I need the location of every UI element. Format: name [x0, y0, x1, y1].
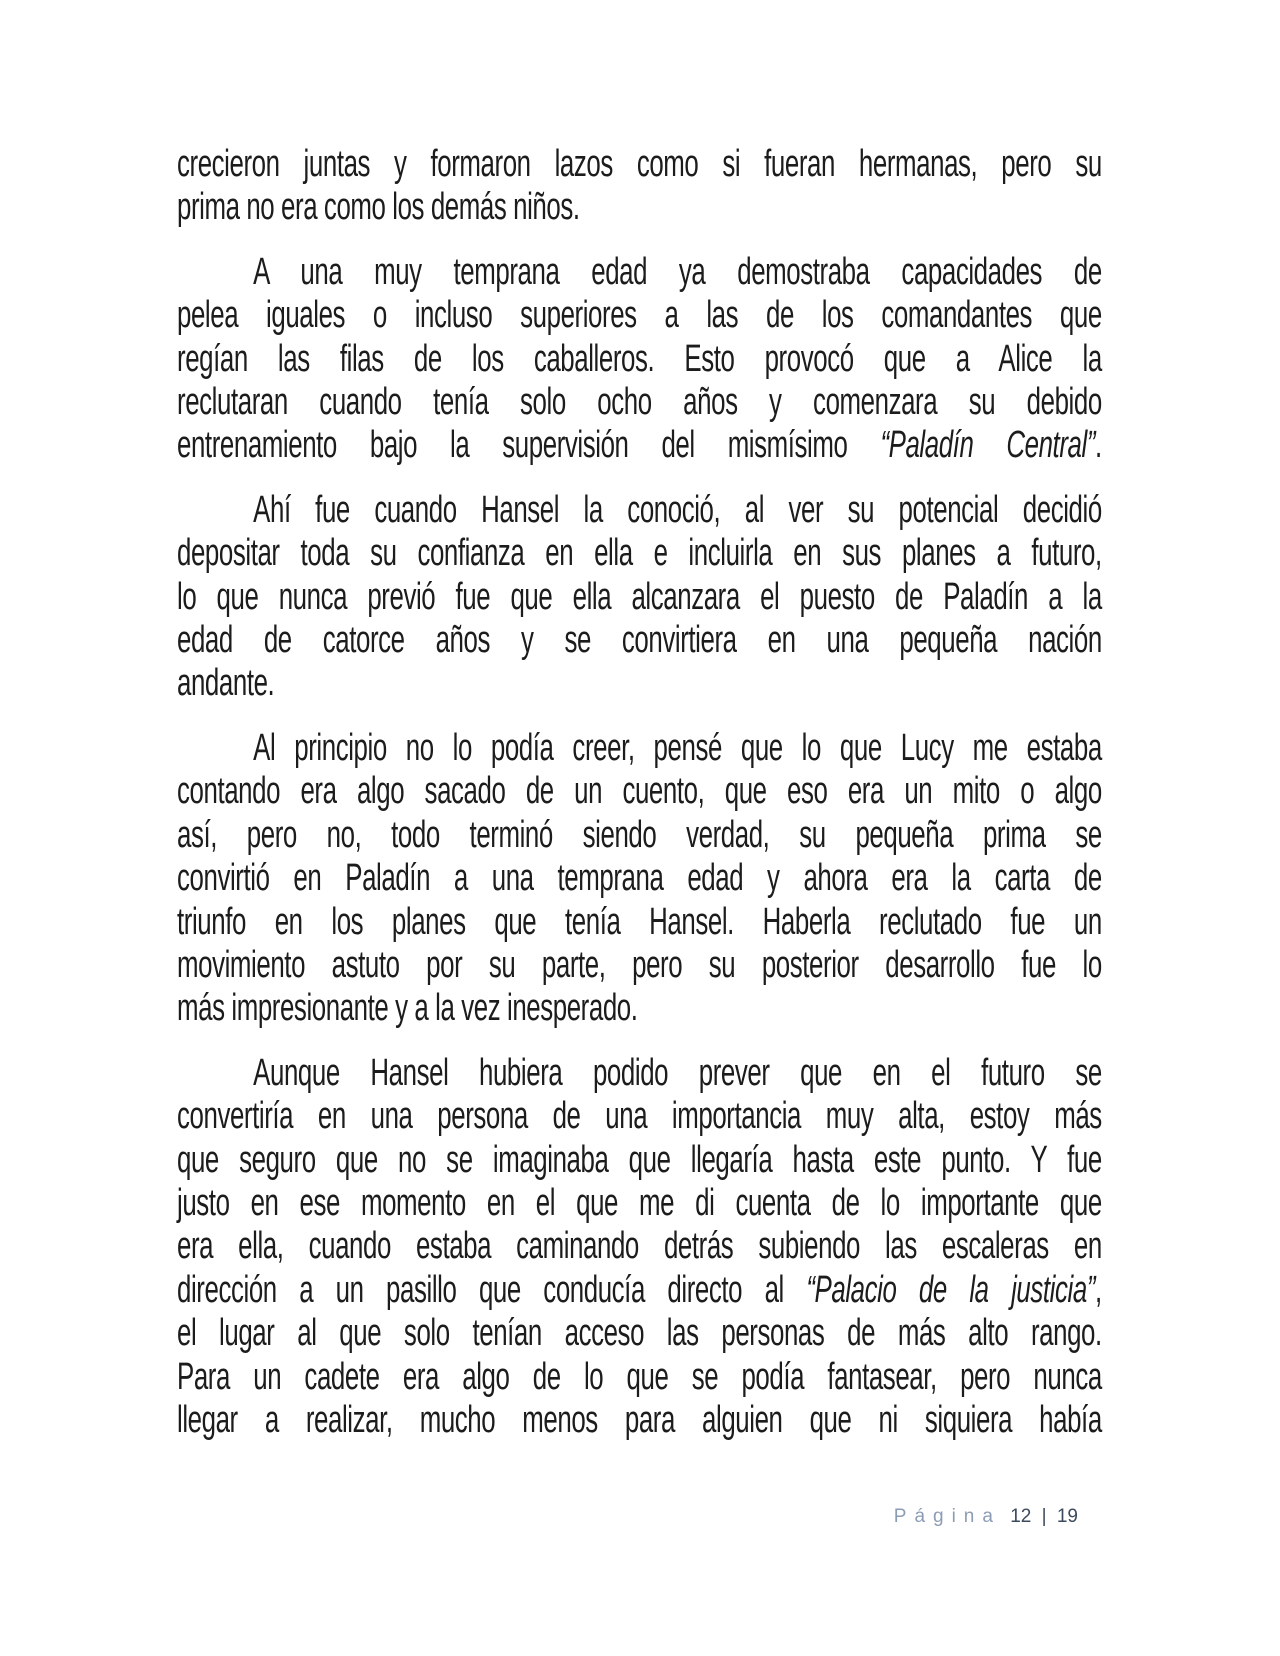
text-run: contando era algo sacado de un cuento, que eso era un mito o algo	[177, 770, 1102, 813]
text-line	[177, 662, 1102, 705]
text-run: prima no era como los demás niños.	[177, 186, 580, 229]
text-line	[177, 489, 1102, 532]
text-line	[177, 1312, 1102, 1355]
text-run: movimiento astuto por su parte, pero su posterior desarrollo fue lo	[177, 943, 1102, 986]
text-run: triunfo en los planes que tenía Hansel. Haberla reclutado fue un	[177, 900, 1102, 943]
text-line	[177, 251, 1102, 294]
text-run: convirtió en Paladín a una temprana edad y ahora era la carta de	[177, 857, 1102, 900]
paragraph	[177, 143, 1102, 230]
text-line	[177, 294, 1102, 337]
text-line	[177, 424, 1102, 467]
paragraph	[177, 1052, 1102, 1443]
footer-separator: |	[1041, 1506, 1047, 1527]
text-line	[177, 1095, 1102, 1138]
text-run: que seguro que no se imaginaba que llegaría hasta este punto. Y fue	[177, 1138, 1102, 1181]
text-run: justo en ese momento en el que me di cuenta de lo importante que	[177, 1181, 1102, 1224]
text-line	[177, 381, 1102, 424]
text-run: llegar a realizar, mucho menos para alguien que ni siquiera había	[177, 1398, 1102, 1441]
text-line	[177, 727, 1102, 770]
paragraph	[177, 489, 1102, 706]
footer-page-label: Página	[893, 1506, 1001, 1527]
italic-run: “Palacio de la justicia”	[806, 1268, 1096, 1311]
text-line	[177, 857, 1102, 900]
text-run: el lugar al que solo tenían acceso las personas de más alto rango.	[177, 1312, 1102, 1355]
text-line	[177, 944, 1102, 987]
text-run: .	[1095, 424, 1102, 467]
text-run: era ella, cuando estaba caminando detrás subiendo las escaleras en	[177, 1225, 1102, 1268]
text-line	[177, 1356, 1102, 1399]
text-run: Aunque Hansel hubiera podido prever que en el futuro se	[253, 1051, 1102, 1094]
text-run: depositar toda su confianza en ella e incluirla en sus planes a futuro,	[177, 532, 1102, 575]
text-line	[177, 1399, 1102, 1442]
text-run: regían las filas de los caballeros. Esto provocó que a Alice la	[177, 337, 1102, 380]
text-line	[177, 338, 1102, 381]
text-run: edad de catorce años y se convirtiera en una pequeña nación	[177, 619, 1102, 662]
text-run: crecieron juntas y formaron lazos como si fueran hermanas, pero su	[177, 143, 1102, 185]
text-line	[177, 532, 1102, 575]
text-run: pelea iguales o incluso superiores a las de los comandantes que	[177, 294, 1102, 337]
text-run: Ahí fue cuando Hansel la conoció, al ver su potencial decidió	[253, 488, 1102, 531]
text-line	[177, 901, 1102, 944]
text-line	[177, 576, 1102, 619]
text-run: ,	[1095, 1268, 1102, 1311]
text-line	[177, 619, 1102, 662]
text-run: más impresionante y a la vez inesperado.	[177, 987, 638, 1030]
text-line	[177, 770, 1102, 813]
text-line	[177, 186, 1102, 229]
text-run: andante.	[177, 662, 275, 705]
text-line	[177, 1182, 1102, 1225]
text-line	[177, 1139, 1102, 1182]
text-run: entrenamiento bajo la supervisión del mismísimo	[177, 424, 881, 467]
text-line	[177, 143, 1102, 186]
text-line	[177, 1269, 1102, 1312]
text-run: reclutaran cuando tenía solo ocho años y comenzara su debido	[177, 381, 1102, 424]
text-line	[177, 1225, 1102, 1268]
document-body	[177, 143, 1102, 1442]
footer-page-current: 12	[1010, 1506, 1032, 1527]
page-footer	[894, 1504, 1078, 1530]
text-run: lo que nunca previó fue que ella alcanzara el puesto de Paladín a la	[177, 575, 1102, 618]
text-run: Al principio no lo podía creer, pensé que lo que Lucy me estaba	[253, 726, 1102, 769]
text-run: así, pero no, todo terminó siendo verdad, su pequeña prima se	[177, 813, 1102, 856]
text-line	[177, 1052, 1102, 1095]
text-run: A una muy temprana edad ya demostraba capacidades de	[253, 250, 1102, 293]
footer-page-total: 19	[1056, 1506, 1078, 1527]
text-line	[177, 814, 1102, 857]
text-line	[177, 987, 1102, 1030]
paragraph	[177, 251, 1102, 468]
text-run: Para un cadete era algo de lo que se podía fantasear, pero nunca	[177, 1355, 1102, 1398]
italic-run: “Paladín Central”	[880, 424, 1096, 467]
text-run: dirección a un pasillo que conducía directo al	[177, 1268, 807, 1311]
text-run: convertiría en una persona de una importancia muy alta, estoy más	[177, 1095, 1102, 1138]
paragraph	[177, 727, 1102, 1031]
